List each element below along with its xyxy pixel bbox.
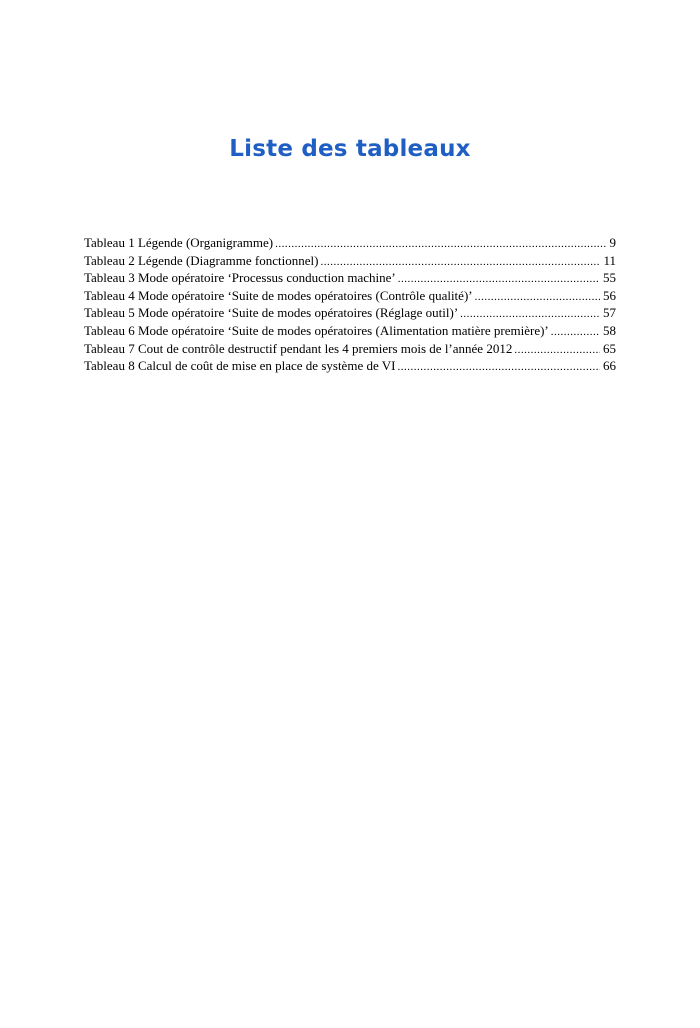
toc-entry-label: Tableau 6 Mode opératoire ‘Suite de modes opératoires (Alimentation matière première)’: [84, 322, 549, 338]
toc-entry-label: Tableau 3 Mode opératoire ‘Processus conduction machine’: [84, 270, 396, 286]
toc-entry-label: Tableau 5 Mode opératoire ‘Suite de modes opératoires (Réglage outil)’: [84, 305, 459, 321]
toc-entry-page: 9: [609, 235, 616, 250]
toc-leader-dots: [397, 361, 600, 373]
page-title: Liste des tableaux: [229, 136, 471, 162]
toc-entry[interactable]: [84, 341, 616, 359]
toc-entry-page: 58: [603, 322, 616, 338]
toc-entry-page: 66: [603, 358, 616, 374]
list-of-tables: [84, 235, 616, 376]
toc-entry-page: 65: [603, 340, 616, 356]
toc-leader-dots: [275, 238, 606, 250]
toc-entry-page: 55: [603, 270, 616, 286]
toc-leader-dots: [514, 344, 600, 356]
toc-entry[interactable]: [84, 270, 616, 288]
toc-entry-label: Tableau 4 Mode opératoire ‘Suite de modes opératoires (Contrôle qualité)’: [84, 287, 473, 303]
toc-leader-dots: [398, 273, 600, 285]
toc-entry-page: 11: [603, 252, 616, 268]
toc-entry-label: Tableau 2 Légende (Diagramme fonctionnel): [84, 252, 319, 268]
toc-entry[interactable]: [84, 235, 616, 253]
toc-leader-dots: [475, 291, 600, 303]
toc-entry-label: Tableau 7 Cout de contrôle destructif pendant les 4 premiers mois de l’année 2012: [84, 340, 513, 356]
toc-leader-dots: [460, 308, 600, 320]
toc-entry[interactable]: [84, 288, 616, 306]
toc-entry[interactable]: [84, 253, 616, 271]
toc-entry-page: 57: [603, 305, 616, 321]
toc-entry[interactable]: [84, 358, 616, 376]
toc-entry-page: 56: [603, 287, 616, 303]
toc-entry[interactable]: [84, 323, 616, 341]
toc-entry-label: Tableau 1 Légende (Organigramme): [84, 235, 274, 250]
toc-leader-dots: [551, 326, 600, 338]
toc-leader-dots: [320, 256, 600, 268]
toc-entry-label: Tableau 8 Calcul de coût de mise en place de système de VI: [84, 358, 396, 374]
toc-entry[interactable]: [84, 305, 616, 323]
